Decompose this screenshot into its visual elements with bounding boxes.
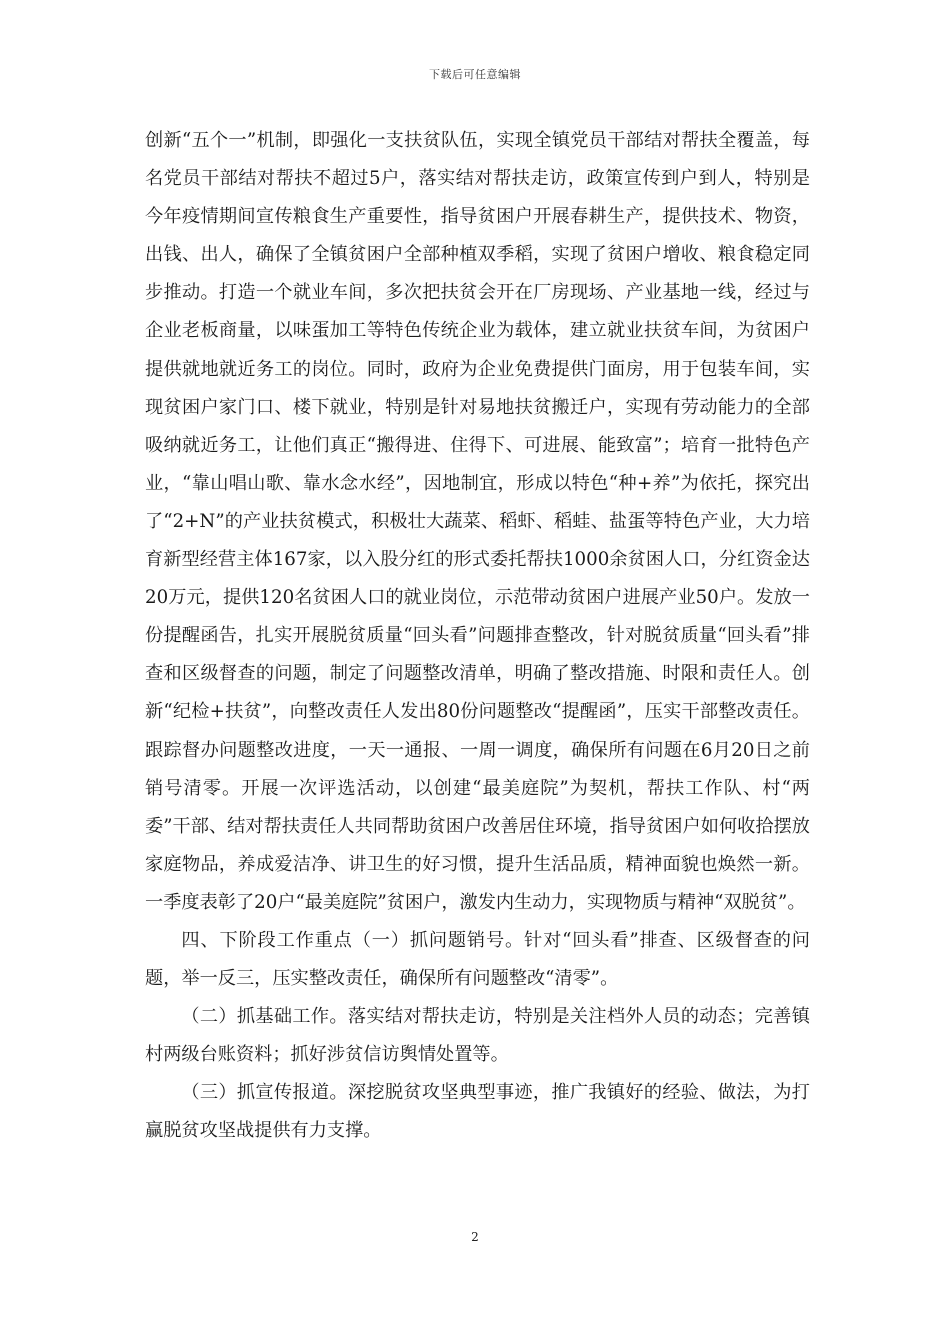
page-number: 2 bbox=[471, 1230, 479, 1244]
paragraph-basic-work: （二）抓基础工作。落实结对帮扶走访，特别是关注档外人员的动态；完善镇村两级台账资料；抓好涉贫信访舆情处置等。 bbox=[145, 1006, 810, 1066]
paragraph-next-stage-focus: 四、下阶段工作重点（一）抓问题销号。针对“回头看”排查、区级督查的问题，举一反三，压实整改责任，确保所有问题整改“清零”。 bbox=[145, 929, 810, 990]
document-body bbox=[145, 122, 810, 1151]
paragraph-publicity: （三）抓宣传报道。深挖脱贫攻坚典型事迹，推广我镇好的经验、做法，为打赢脱贫攻坚战提供有力支撑。 bbox=[145, 1082, 810, 1142]
page-header: 下载后可任意编辑 bbox=[429, 68, 521, 81]
paragraph-continuation: 创新“五个一”机制，即强化一支扶贫队伍，实现全镇党员干部结对帮扶全覆盖，每名党员干部结对帮扶不超过5户，落实结对帮扶走访，政策宣传到户到人，特别是今年疫情期间宣传粮食生产重要性，指导贫困户开展春耕生产，提供技术、物资，出钱、出人，确保了全镇贫困户全部种植双季稻，实现了贫困户增收、粮食稳定同步推动。打造一个就业车间，多次把扶贫会开在厂房现场、产业基地一线，经过与企业老板商量，以味蛋加工等特色传统企业为载体，建立就业扶贫车间，为贫困户提供就地就近务工的岗位。同时，政府为企业免费提供门面房，用于包装车间，实现贫困户家门口、楼下就业，特别是针对易地扶贫搬迁户，实现有劳动能力的全部吸纳就近务工，让他们真正“搬得进、住得下、可进展、能致富”；培育一批特色产业，“靠山唱山歌、靠水念水经”，因地制宜，形成以特色“种+养”为依托，探究出了“2+N”的产业扶贫模式，积极壮大蔬菜、稻虾、稻蛙、盐蛋等特色产业，大力培育新型经营主体167家，以入股分红的形式委托帮扶1000余贫困人口，分红资金达20万元，提供120名贫困人口的就业岗位，示范带动贫困户进展产业50户。发放一份提醒函告，扎实开展脱贫质量“回头看”问题排查整改，针对脱贫质量“回头看”排查和区级督查的问题，制定了问题整改清单，明确了整改措施、时限和责任人。创新“纪检+扶贫”，向整改责任人发出80份问题整改“提醒函”，压实干部整改责任。跟踪督办问题整改进度，一天一通报、一周一调度，确保所有问题在6月20日之前销号清零。开展一次评选活动，以创建“最美庭院”为契机，帮扶工作队、村“两委”干部、结对帮扶责任人共同帮助贫困户改善居住环境，指导贫困户如何收拾摆放家庭物品，养成爱洁净、讲卫生的好习惯，提升生活品质，精神面貌也焕然一新。一季度表彰了20户“最美庭院”贫困户，激发内生动力，实现物质与精神“双脱贫”。 bbox=[145, 130, 810, 913]
